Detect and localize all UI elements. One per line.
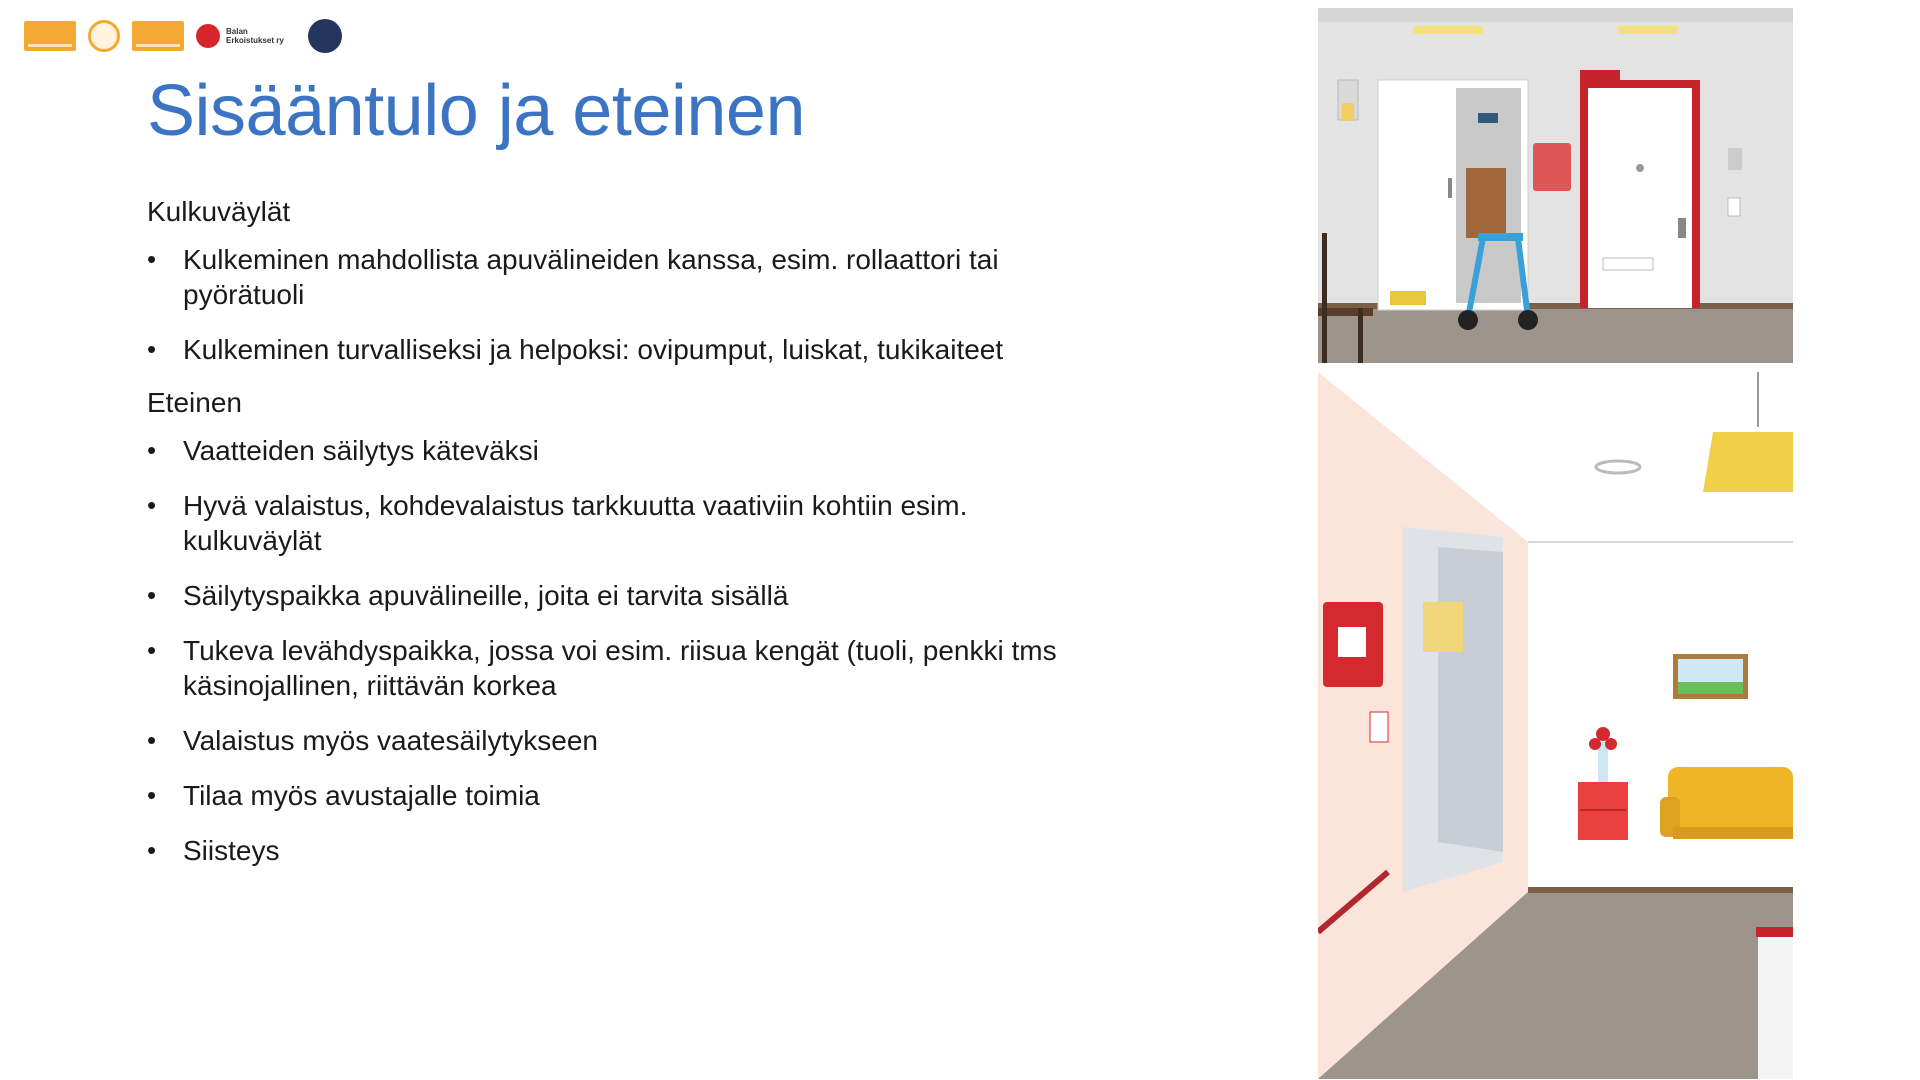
slide-body	[147, 196, 1107, 888]
logo-text-line2: Erkoistukset ry	[226, 36, 284, 45]
logo-partner-organisation	[196, 24, 296, 48]
bullet-list-eteinen	[147, 433, 1107, 868]
section-heading-kulkuvaylat: Kulkuväylät	[147, 196, 291, 227]
logo-city-skyline	[24, 21, 76, 51]
list-item: • Kulkeminen mahdollista apuvälineiden kanssa, esim. rollaattori tai pyörätuoli	[147, 242, 1107, 312]
list-item: • Tilaa myös avustajalle toimia	[147, 778, 1107, 813]
hallway-illustration	[1318, 372, 1793, 1079]
partner-logos	[24, 16, 342, 56]
slide-title: Sisääntulo ja eteinen	[147, 71, 805, 151]
logo-red-mark-icon	[196, 24, 220, 48]
list-item: • Vaatteiden säilytys käteväksi	[147, 433, 1107, 468]
logo-round-orange	[88, 20, 120, 52]
logo-ministry-emblem	[308, 19, 342, 53]
list-item: • Valaistus myös vaatesäilytykseen	[147, 723, 1107, 758]
logo-text-line1: Balan	[226, 27, 248, 36]
list-item: • Tukeva levähdyspaikka, jossa voi esim. riisua kengät (tuoli, penkki tms käsinojallinen, riittävän korkea	[147, 633, 1107, 703]
logo-town	[132, 21, 184, 51]
bullet-list-kulkuvaylat	[147, 242, 1107, 367]
section-heading-eteinen: Eteinen	[147, 387, 242, 418]
list-item: • Hyvä valaistus, kohdevalaistus tarkkuutta vaativiin kohtiin esim. kulkuväylät	[147, 488, 1107, 558]
entrance-illustration	[1318, 8, 1793, 363]
list-item: • Kulkeminen turvalliseksi ja helpoksi: ovipumput, luiskat, tukikaiteet	[147, 332, 1107, 367]
list-item: • Säilytyspaikka apuvälineille, joita ei tarvita sisällä	[147, 578, 1107, 613]
list-item: • Siisteys	[147, 833, 1107, 868]
